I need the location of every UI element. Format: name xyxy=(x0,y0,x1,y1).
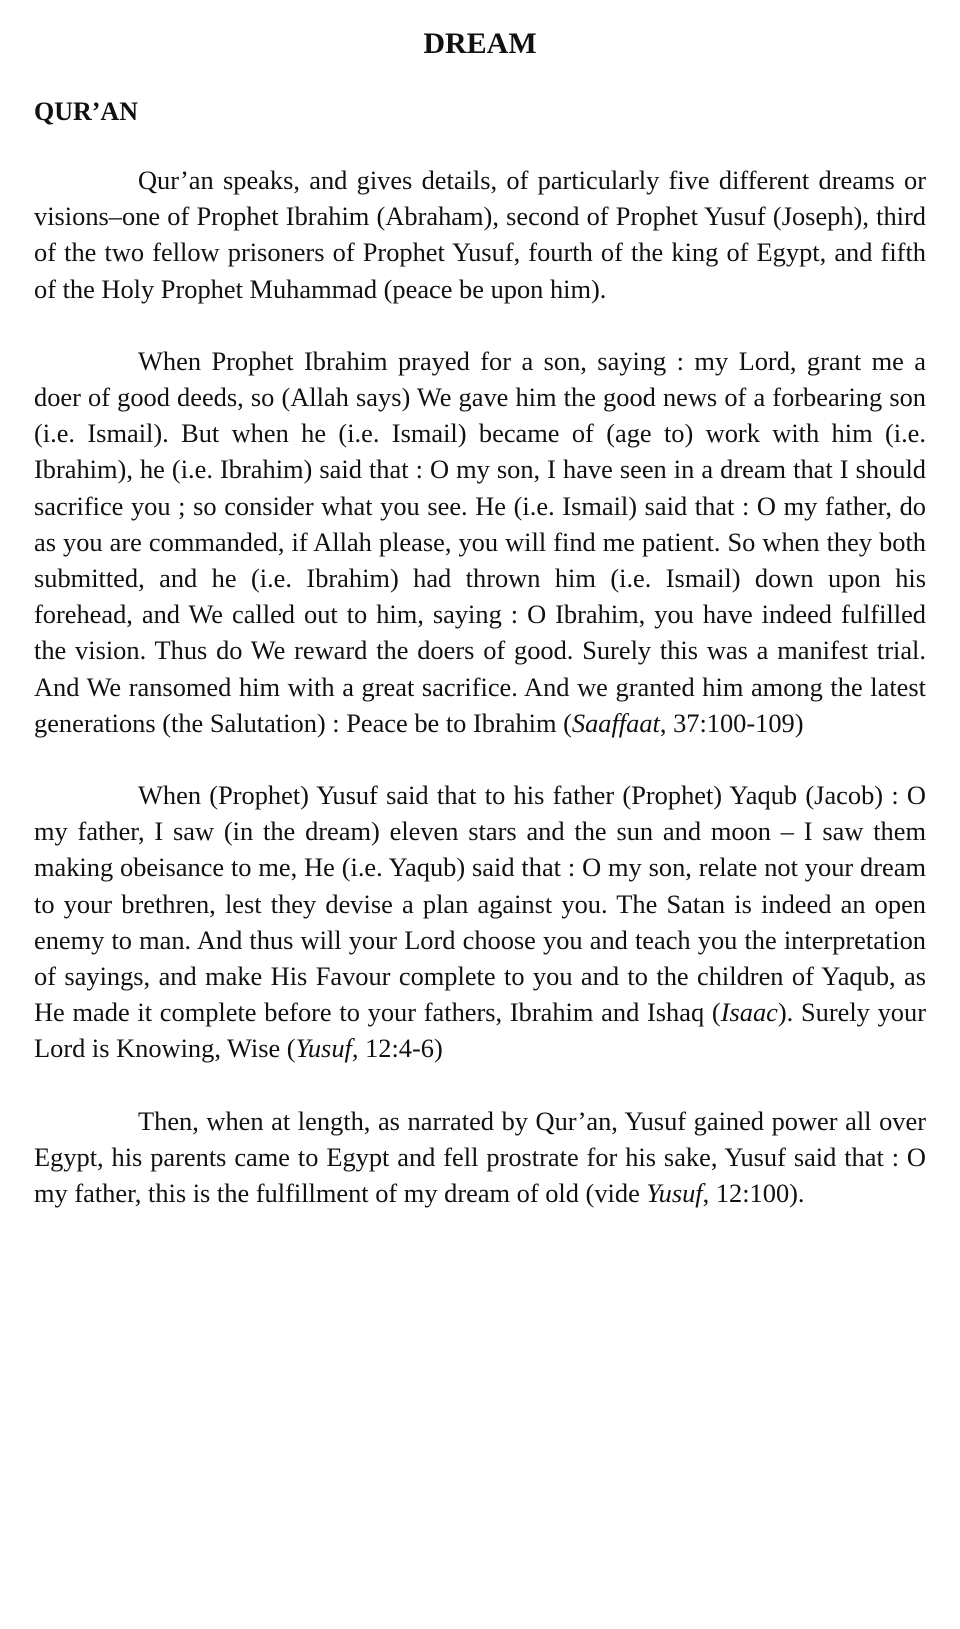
paragraph-yusuf-dream xyxy=(34,777,926,1067)
citation-ref: , 12:100). xyxy=(702,1178,805,1209)
page-title: DREAM xyxy=(423,27,537,60)
citation-source: Saaffaat xyxy=(571,707,660,738)
citation-ref: , 37:100-109) xyxy=(659,707,804,738)
citation-source: Yusuf, xyxy=(295,1033,359,1064)
section-heading: QUR’AN xyxy=(34,97,138,126)
paragraph-text: When Prophet Ibrahim prayed for a son, saying : my Lord, grant me a doer of good deeds, so (Allah says) We gave him the good news of a forbearing son (i.e. Ismail). But when he (i.e. Ismail) became of (age to) work with him (i.e. Ibrahim), he (i.e. Ibrahim) said that : O my son, I have seen in a dream that I should sacrifice you ; so consider what you see. He (i.e. Ismail) said that : O my father, do as you are commanded, if Allah please, you will find me patient. So when they both submitted, and he (i.e. Ibrahim) had thrown him (i.e. Ismail) down upon his forehead, and We called out to him, saying : O Ibrahim, you have indeed fulfilled the vision. Thus do We reward the doers of good. Surely this was a manifest trial. And We ransomed him with a great sacrifice. And we granted him among the latest generations (the Salutation) : Peace be to Ibrahim ( xyxy=(34,345,926,738)
paragraph-intro xyxy=(34,162,926,307)
paragraph-text-mid: ). Surely your Lord is Knowing, Wise ( xyxy=(34,997,926,1064)
paragraph-fulfillment xyxy=(34,1103,926,1212)
citation-ref: 12:4-6) xyxy=(358,1033,443,1064)
paragraph-text: Then, when at length, as narrated by Qur’an, Yusuf gained power all over Egypt, his parents came to Egypt and fell prostrate for his sake, Yusuf said that : O my father, this is the fulfillment of my dream of old (vide xyxy=(34,1105,926,1209)
paragraph-text: When (Prophet) Yusuf said that to his father (Prophet) Yaqub (Jacob) : O my father, I saw (in the dream) eleven stars and the sun and moon – I saw them making obeisance to me, He (i.e. Yaqub) said that : O my son, relate not your dream to your brethren, lest they devise a plan against you. The Satan is indeed an open enemy to man. And thus will your Lord choose you and teach you the interpretation of sayings, and make His Favour complete to you and to the children of Yaqub, as He made it complete before to your fathers, Ibrahim and Ishaq ( xyxy=(34,780,926,1028)
paragraph-text: Qur’an speaks, and gives details, of particularly five different dreams or visions–one of Prophet Ibrahim (Abraham), second of Prophet Yusuf (Joseph), third of the two fellow prisoners of Prophet Yusuf, fourth of the king of Egypt, and fifth of the Holy Prophet Muhammad (peace be upon him). xyxy=(34,165,926,304)
citation-source: Yusuf xyxy=(646,1178,703,1209)
paragraph-ibrahim xyxy=(34,343,926,741)
name-italic: Isaac xyxy=(720,997,778,1028)
